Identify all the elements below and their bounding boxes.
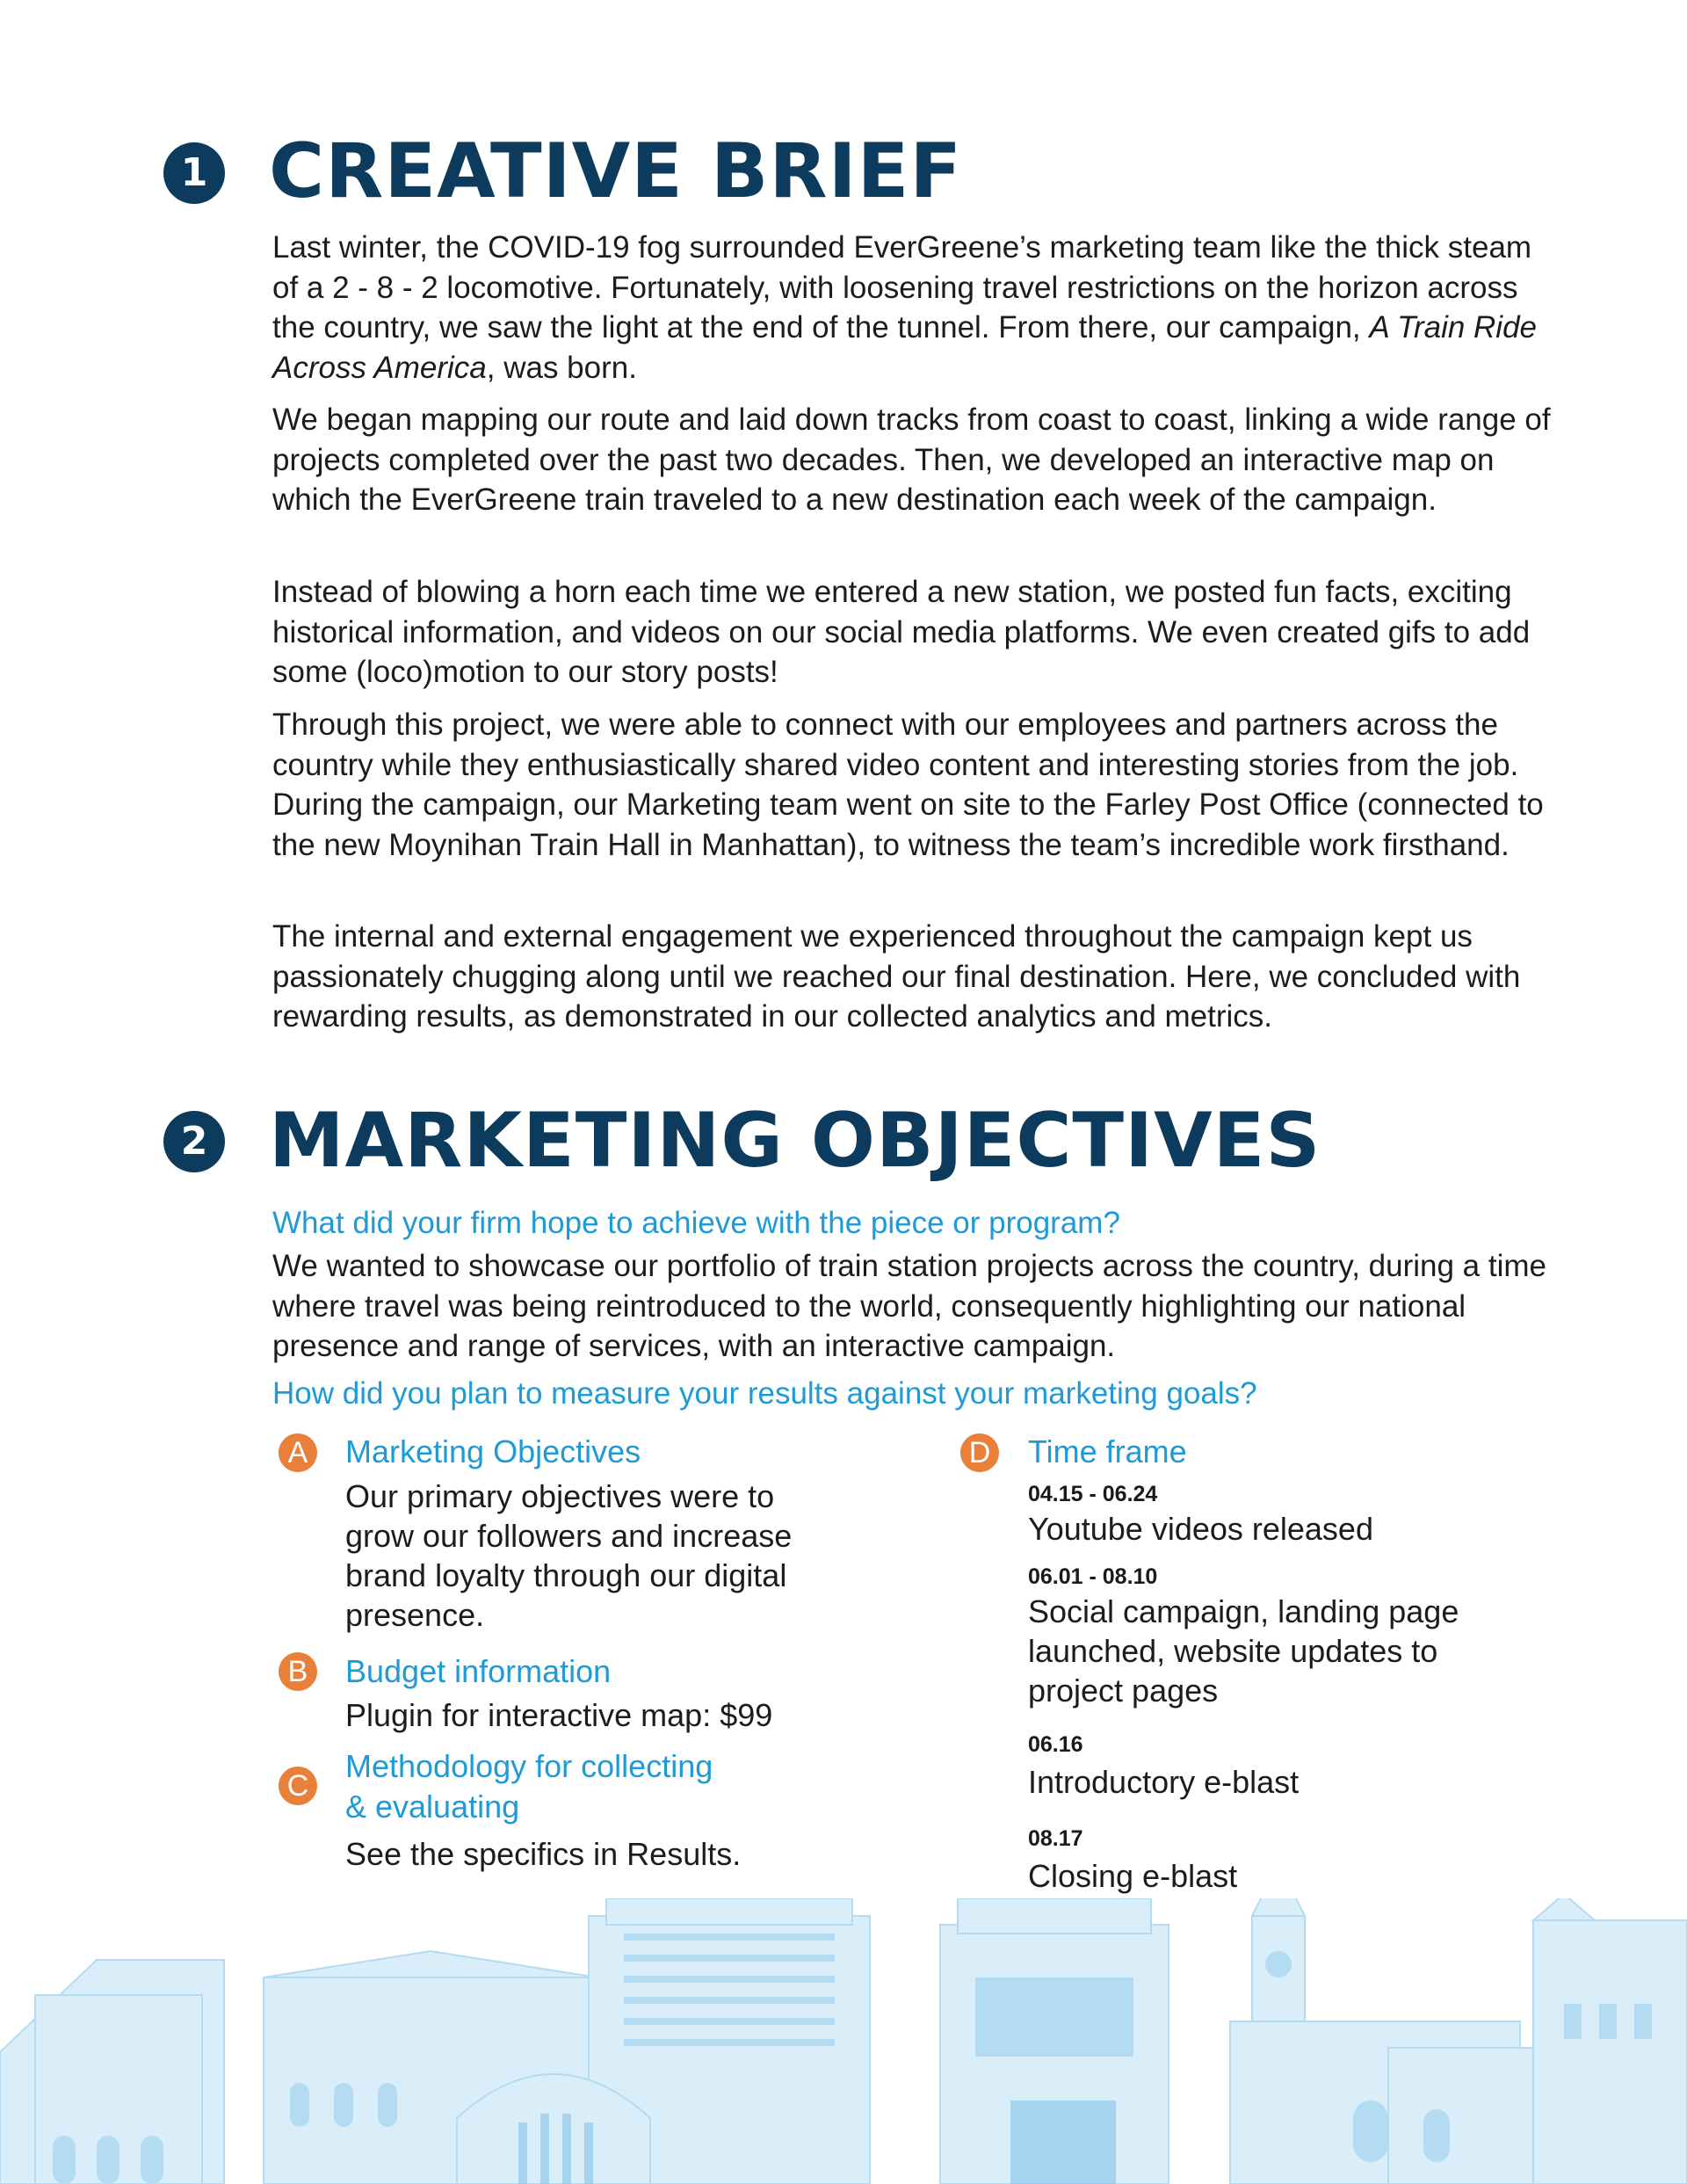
answer-1: We wanted to showcase our portfolio of train station projects across the country, during a time where travel was being reintroduced to the world, consequently highlighting our national presence and range of services, with an interactive campaign. — [272, 1249, 1546, 1363]
section-title: MARKETING OBJECTIVES — [269, 1097, 1321, 1185]
item-a-badge: A — [279, 1433, 317, 1472]
timeframe-desc-3: Introductory e-blast — [1028, 1764, 1300, 1800]
section-number-badge: 1 — [163, 142, 225, 204]
timeframe-date-3: 06.16 — [1028, 1732, 1083, 1757]
item-a-title: Marketing Objectives — [345, 1433, 641, 1469]
item-c-badge: C — [279, 1767, 317, 1805]
train-station-skyline-illustration — [0, 1898, 1687, 2184]
section-number-badge: 2 — [163, 1111, 225, 1172]
item-c-title-line-1: Methodology for collecting — [345, 1748, 713, 1784]
timeframe-desc-4: Closing e-blast — [1028, 1858, 1238, 1894]
brief-p1-text: Last winter, the COVID-19 fog surrounded EverGreene’s marketing team like the thick steam of a 2 - 8 - 2 locomotive. Fortunately, with loosening travel restrictions on the horizon across the country, we saw the light at the end of the tunnel. From there, our campaign, — [272, 230, 1532, 345]
brief-paragraph-5: The internal and external engagement we experienced throughout the campaign kept us passionately chugging along until we reached our final destination. Here, we concluded with rewarding results, as demonstrated in our collected analytics and metrics. — [272, 919, 1521, 1034]
question-2: How did you plan to measure your results against your marketing goals? — [272, 1376, 1257, 1411]
timeframe-desc-2: Social campaign, landing page launched, website updates to project pages — [1028, 1593, 1459, 1709]
item-d-badge: D — [960, 1433, 999, 1472]
item-a-body: Our primary objectives were to grow our followers and increase brand loyalty through our digital presence. — [345, 1478, 793, 1633]
item-c-title-line-2: & evaluating — [345, 1789, 520, 1825]
question-1: What did your firm hope to achieve with the piece or program? — [272, 1206, 1120, 1240]
timeframe-title: Time frame — [1028, 1433, 1187, 1469]
item-b-badge: B — [279, 1652, 317, 1691]
timeframe-desc-1: Youtube videos released — [1028, 1511, 1373, 1547]
page-title: CREATIVE BRIEF — [269, 127, 963, 215]
timeframe-date-2: 06.01 - 08.10 — [1028, 1564, 1158, 1589]
brief-p1-end: , was born. — [486, 350, 637, 385]
brief-paragraph-4: Through this project, we were able to connect with our employees and partners across the country while they enthusiastically shared video content and interesting stories from the job. During the campaign, our Marketing team went on site to the Farley Post Office (connected to the new Moynihan Train Hall in Manhattan), to witness the team’s incredible work firsthand. — [272, 707, 1544, 862]
brief-paragraph-3: Instead of blowing a horn each time we entered a new station, we posted fun facts, exciting historical information, and videos on our social media platforms. We even created gifs to add some (loco)motion to our story posts! — [272, 575, 1531, 689]
brief-paragraph-1 — [272, 228, 1564, 388]
brief-paragraph-2: We began mapping our route and laid down tracks from coast to coast, linking a wide range of projects completed over the past two decades. Then, we developed an interactive map on which the EverGreene train traveled to a new destination each week of the campaign. — [272, 403, 1551, 517]
campaign-name: A Train Ride Across America — [272, 310, 1538, 385]
timeframe-date-4: 08.17 — [1028, 1826, 1083, 1851]
timeframe-date-1: 04.15 - 06.24 — [1028, 1482, 1158, 1506]
item-c-body: See the specifics in Results. — [345, 1836, 742, 1872]
item-b-body: Plugin for interactive map: $99 — [345, 1697, 773, 1733]
item-b-title: Budget information — [345, 1653, 612, 1689]
